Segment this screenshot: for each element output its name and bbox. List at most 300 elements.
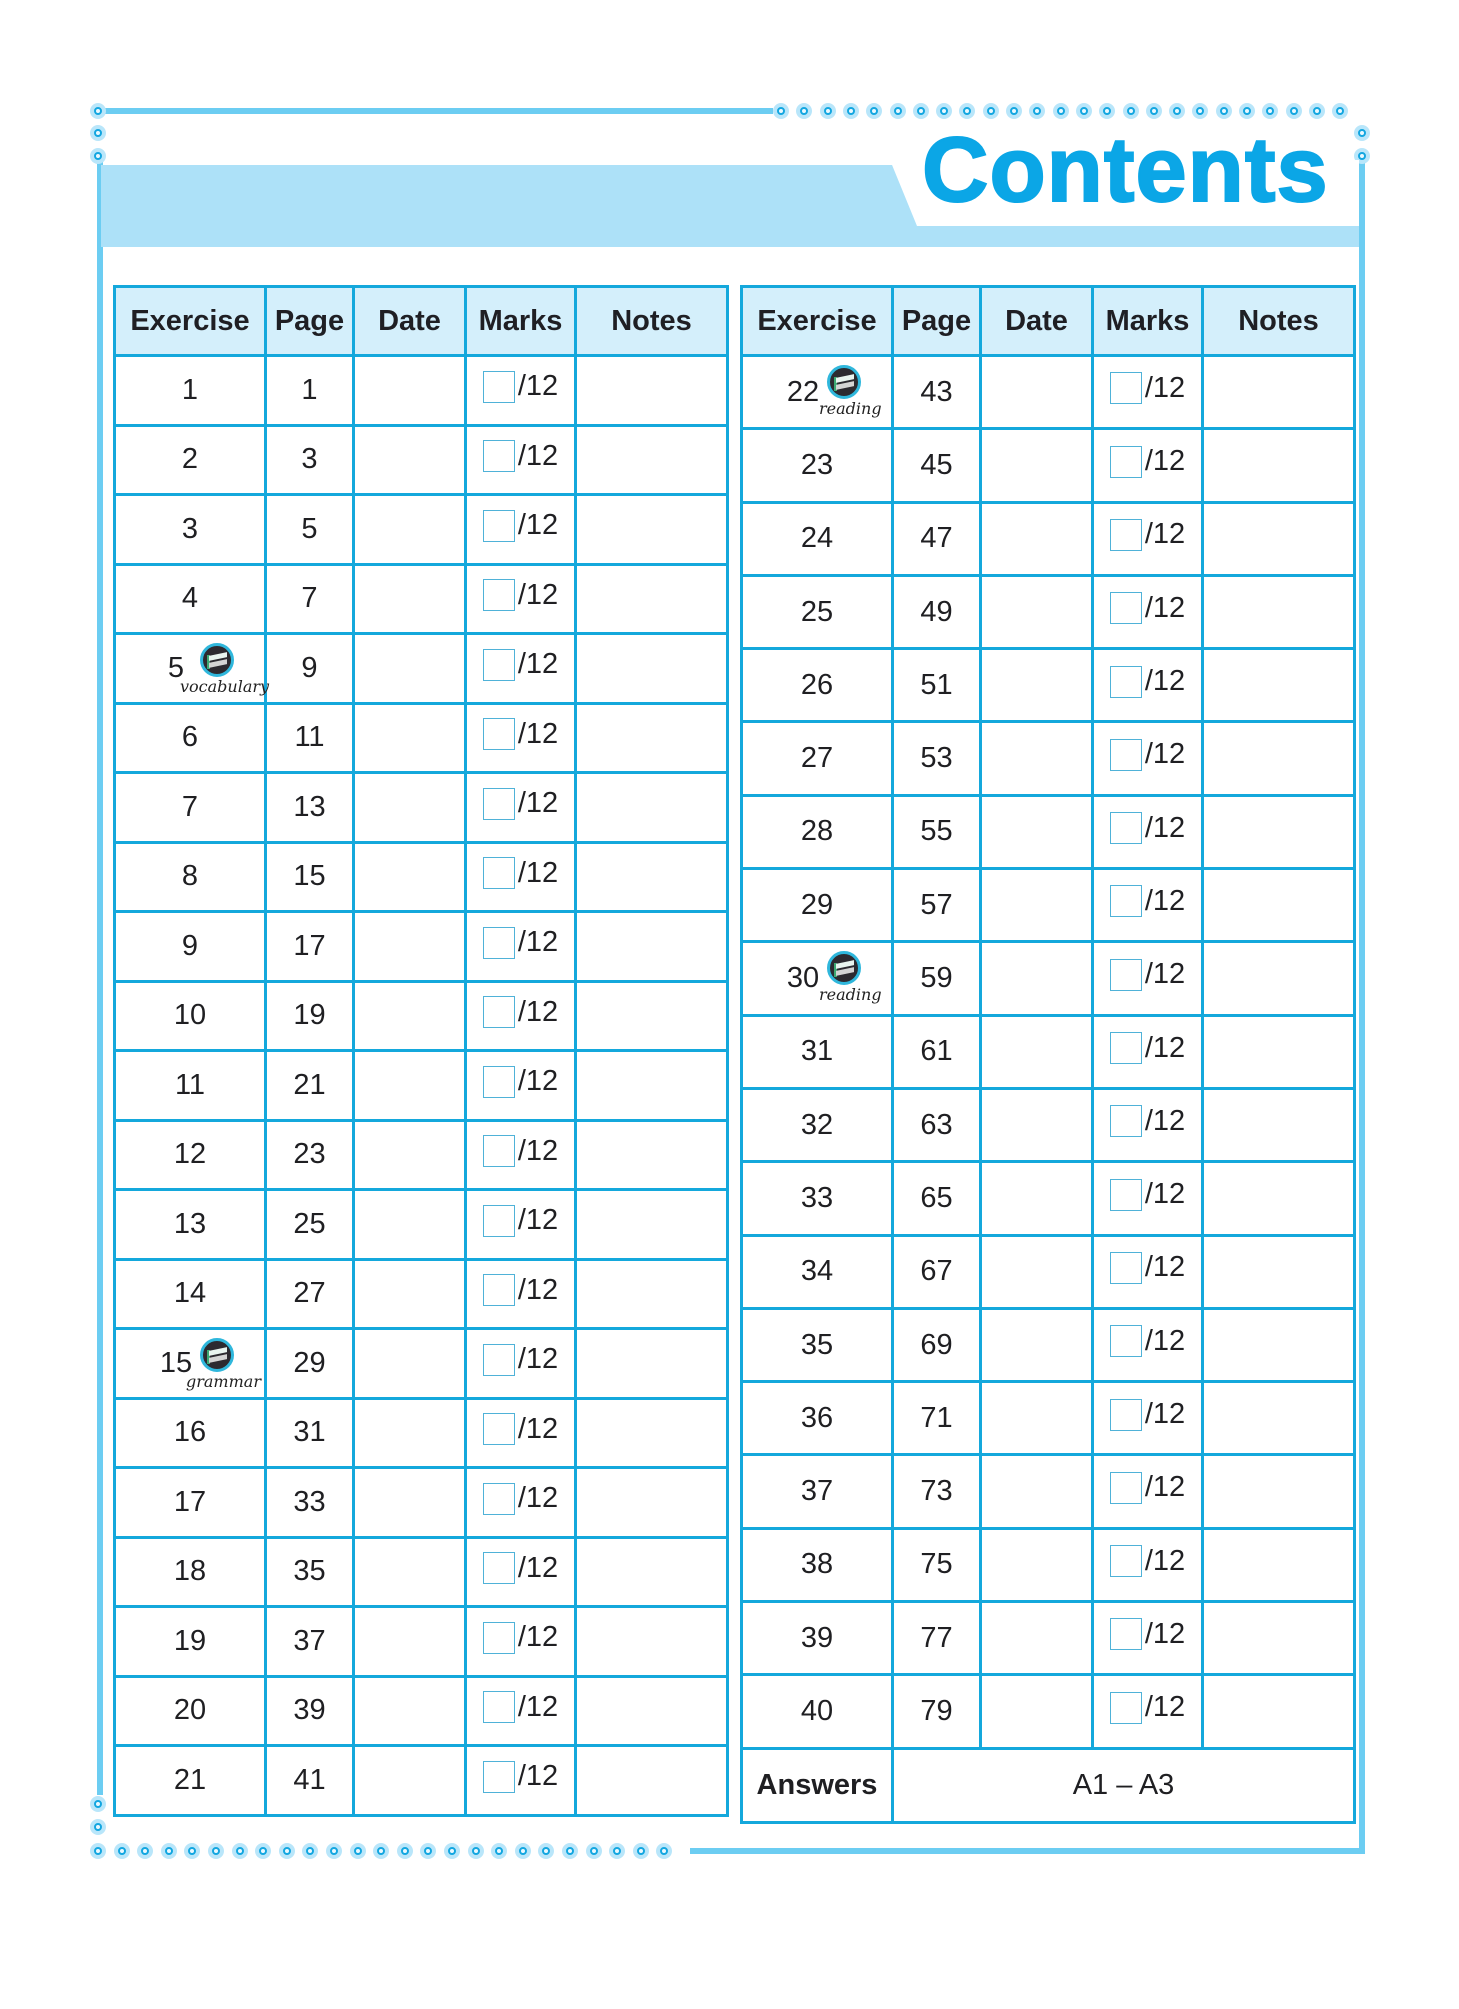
marks-input-box[interactable] xyxy=(1110,885,1142,917)
marks-total: /12 xyxy=(1144,665,1186,698)
page-cell: 75 xyxy=(893,1528,981,1601)
page-cell: 35 xyxy=(266,1537,354,1607)
col-header-marks: Marks xyxy=(466,287,576,356)
exercise-cell xyxy=(742,1088,893,1161)
notes-cell[interactable] xyxy=(1203,1015,1355,1088)
notes-cell[interactable] xyxy=(576,1120,728,1190)
notes-cell[interactable] xyxy=(1203,1308,1355,1381)
date-cell[interactable] xyxy=(981,1162,1093,1235)
marks-input-box[interactable] xyxy=(1110,812,1142,844)
exercise-cell xyxy=(115,1676,266,1746)
table-row xyxy=(742,1088,1355,1161)
page-cell: 73 xyxy=(893,1455,981,1528)
date-cell[interactable] xyxy=(981,1382,1093,1455)
marks-input-box[interactable] xyxy=(483,1622,515,1654)
exercise-cell xyxy=(742,1308,893,1381)
table-row xyxy=(115,842,728,912)
date-cell[interactable] xyxy=(354,1468,466,1538)
page-cell: 25 xyxy=(266,1190,354,1260)
page-cell: 59 xyxy=(893,942,981,1015)
exercise-number: 29 xyxy=(800,888,834,921)
date-cell[interactable] xyxy=(354,425,466,495)
border-dot xyxy=(161,1843,177,1859)
notes-cell[interactable] xyxy=(1203,722,1355,795)
border-dot xyxy=(1123,103,1139,119)
notes-cell[interactable] xyxy=(1203,1675,1355,1748)
table-row xyxy=(115,981,728,1051)
border-dot xyxy=(1169,103,1185,119)
page-cell: 29 xyxy=(266,1329,354,1399)
date-cell[interactable] xyxy=(981,1308,1093,1381)
marks-input-box[interactable] xyxy=(483,1135,515,1167)
border-dot xyxy=(90,125,106,141)
notes-cell[interactable] xyxy=(576,1259,728,1329)
marks-total: /12 xyxy=(517,995,559,1028)
marks-input-box[interactable] xyxy=(483,1344,515,1376)
exercise-number: 4 xyxy=(181,582,199,615)
marks-input-box[interactable] xyxy=(1110,1472,1142,1504)
date-cell[interactable] xyxy=(981,1602,1093,1675)
date-cell[interactable] xyxy=(354,912,466,982)
marks-cell xyxy=(1093,1382,1203,1455)
table-row xyxy=(115,1746,728,1816)
exercise-number: 14 xyxy=(173,1277,207,1310)
date-cell[interactable] xyxy=(354,1676,466,1746)
marks-cell xyxy=(466,703,576,773)
date-cell[interactable] xyxy=(354,842,466,912)
marks-input-box[interactable] xyxy=(1110,1105,1142,1137)
date-cell[interactable] xyxy=(354,773,466,843)
marks-cell xyxy=(466,1746,576,1816)
marks-total: /12 xyxy=(517,1065,559,1097)
exercise-number: 18 xyxy=(173,1555,207,1588)
page-cell: 9 xyxy=(266,634,354,704)
notes-cell[interactable] xyxy=(1203,1382,1355,1455)
marks-total: /12 xyxy=(1144,1104,1186,1137)
notes-cell[interactable] xyxy=(576,1398,728,1468)
marks-input-box[interactable] xyxy=(483,440,515,472)
exercise-cell xyxy=(115,425,266,495)
marks-cell xyxy=(466,842,576,912)
exercise-cell xyxy=(115,1120,266,1190)
marks-input-box[interactable] xyxy=(483,857,515,889)
page-cell: 69 xyxy=(893,1308,981,1381)
date-cell[interactable] xyxy=(354,1537,466,1607)
col-header-exercise: Exercise xyxy=(742,287,893,356)
date-cell[interactable] xyxy=(981,795,1093,868)
table-row xyxy=(742,502,1355,575)
exercise-number: 10 xyxy=(173,999,207,1032)
border-dot xyxy=(468,1843,484,1859)
table-row xyxy=(115,1607,728,1677)
notes-cell[interactable] xyxy=(576,495,728,565)
date-cell[interactable] xyxy=(354,634,466,704)
exercise-number: 23 xyxy=(800,448,834,481)
exercise-cell xyxy=(115,773,266,843)
answers-label: Answers xyxy=(742,1748,893,1822)
notes-cell[interactable] xyxy=(576,1329,728,1399)
exercise-number: 34 xyxy=(800,1255,834,1288)
page-cell: 41 xyxy=(266,1746,354,1816)
page-cell: 39 xyxy=(266,1676,354,1746)
marks-input-box[interactable] xyxy=(483,1483,515,1515)
date-cell[interactable] xyxy=(981,722,1093,795)
table-row xyxy=(115,1398,728,1468)
marks-cell xyxy=(466,634,576,704)
notes-cell[interactable] xyxy=(576,1746,728,1816)
marks-input-box[interactable] xyxy=(1110,1325,1142,1357)
notes-cell[interactable] xyxy=(576,703,728,773)
marks-input-box[interactable] xyxy=(483,1413,515,1445)
notes-cell[interactable] xyxy=(576,425,728,495)
exercise-number: 26 xyxy=(800,668,834,701)
marks-total: /12 xyxy=(1144,1178,1186,1211)
exercise-cell xyxy=(115,1468,266,1538)
table-row xyxy=(742,1015,1355,1088)
table-row xyxy=(742,575,1355,648)
notes-cell[interactable] xyxy=(1203,1088,1355,1161)
table-row xyxy=(742,1675,1355,1748)
table-row xyxy=(742,1162,1355,1235)
answers-pages: A1 – A3 xyxy=(893,1748,1355,1822)
notes-cell[interactable] xyxy=(1203,795,1355,868)
table-row xyxy=(115,1329,728,1399)
date-cell[interactable] xyxy=(981,502,1093,575)
marks-total: /12 xyxy=(517,1621,559,1653)
notes-cell[interactable] xyxy=(1203,1455,1355,1528)
date-cell[interactable] xyxy=(981,1015,1093,1088)
marks-cell xyxy=(1093,649,1203,722)
notes-cell[interactable] xyxy=(1203,575,1355,648)
page-cell: 55 xyxy=(893,795,981,868)
notes-cell[interactable] xyxy=(576,773,728,843)
border-dot xyxy=(137,1843,153,1859)
marks-cell xyxy=(1093,1015,1203,1088)
date-cell[interactable] xyxy=(354,1607,466,1677)
page-cell: 63 xyxy=(893,1088,981,1161)
date-cell[interactable] xyxy=(354,1190,466,1260)
page-cell: 5 xyxy=(266,495,354,565)
marks-cell xyxy=(1093,1088,1203,1161)
table-row xyxy=(742,942,1355,1015)
marks-total: /12 xyxy=(1144,518,1186,551)
marks-total: /12 xyxy=(517,717,559,750)
skill-label: reading xyxy=(819,399,882,418)
marks-input-box[interactable] xyxy=(1110,1252,1142,1284)
exercise-cell xyxy=(115,912,266,982)
marks-total: /12 xyxy=(1144,1544,1186,1577)
marks-cell xyxy=(466,1468,576,1538)
table-row xyxy=(115,564,728,634)
marks-input-box[interactable] xyxy=(1110,446,1142,478)
exercise-number: 7 xyxy=(181,790,199,823)
notes-cell[interactable] xyxy=(1203,502,1355,575)
date-cell[interactable] xyxy=(981,869,1093,942)
page-cell: 57 xyxy=(893,869,981,942)
marks-cell xyxy=(466,1607,576,1677)
page-cell: 27 xyxy=(266,1259,354,1329)
date-cell[interactable] xyxy=(354,703,466,773)
border-dot xyxy=(1146,103,1162,119)
notes-cell[interactable] xyxy=(576,1190,728,1260)
notes-cell[interactable] xyxy=(576,356,728,426)
table-row xyxy=(115,773,728,843)
marks-total: /12 xyxy=(1144,958,1186,991)
date-cell[interactable] xyxy=(981,1528,1093,1601)
marks-input-box[interactable] xyxy=(1110,1399,1142,1431)
notes-cell[interactable] xyxy=(576,842,728,912)
date-cell[interactable] xyxy=(981,575,1093,648)
exercise-cell xyxy=(115,1259,266,1329)
marks-input-box[interactable] xyxy=(483,371,515,403)
exercise-number: 40 xyxy=(800,1694,834,1727)
marks-total: /12 xyxy=(517,1412,559,1445)
marks-input-box[interactable] xyxy=(483,510,515,542)
exercise-number: 24 xyxy=(800,522,834,555)
marks-total: /12 xyxy=(517,1273,559,1306)
date-cell[interactable] xyxy=(354,564,466,634)
marks-total: /12 xyxy=(1144,1471,1186,1504)
table-row xyxy=(742,429,1355,502)
border-dot xyxy=(656,1843,672,1859)
marks-input-box[interactable] xyxy=(483,649,515,681)
border-dot xyxy=(983,103,999,119)
page-cell: 61 xyxy=(893,1015,981,1088)
date-cell[interactable] xyxy=(354,1746,466,1816)
border-dot xyxy=(538,1843,554,1859)
border-dot xyxy=(866,103,882,119)
exercise-cell xyxy=(115,1607,266,1677)
notes-cell[interactable] xyxy=(576,1676,728,1746)
border-dot xyxy=(420,1843,436,1859)
col-header-date: Date xyxy=(981,287,1093,356)
marks-total: /12 xyxy=(1144,591,1186,624)
border-dot xyxy=(773,103,789,119)
marks-cell xyxy=(1093,356,1203,429)
border-dot xyxy=(302,1843,318,1859)
table-row xyxy=(742,1308,1355,1381)
marks-total: /12 xyxy=(1144,1398,1186,1431)
date-cell[interactable] xyxy=(354,495,466,565)
page-cell: 77 xyxy=(893,1602,981,1675)
marks-input-box[interactable] xyxy=(483,1761,515,1793)
notes-cell[interactable] xyxy=(1203,649,1355,722)
border-dot xyxy=(515,1843,531,1859)
border-dot xyxy=(1216,103,1232,119)
marks-cell xyxy=(466,1051,576,1121)
table-row xyxy=(115,1190,728,1260)
notes-cell[interactable] xyxy=(1203,869,1355,942)
marks-input-box[interactable] xyxy=(1110,739,1142,771)
skill-label: grammar xyxy=(186,1372,261,1391)
marks-cell xyxy=(1093,1675,1203,1748)
frame-right-line xyxy=(1359,160,1365,1854)
col-header-page: Page xyxy=(893,287,981,356)
date-cell[interactable] xyxy=(981,1455,1093,1528)
border-dot xyxy=(90,1796,106,1812)
marks-total: /12 xyxy=(1144,445,1186,478)
marks-cell xyxy=(1093,1308,1203,1381)
exercise-cell xyxy=(115,495,266,565)
marks-input-box[interactable] xyxy=(483,1552,515,1584)
marks-total: /12 xyxy=(517,1551,559,1584)
exercise-cell xyxy=(742,1602,893,1675)
notes-cell[interactable] xyxy=(576,1468,728,1538)
border-dot xyxy=(1309,103,1325,119)
date-cell[interactable] xyxy=(354,1120,466,1190)
marks-input-box[interactable] xyxy=(1110,1179,1142,1211)
date-cell[interactable] xyxy=(981,429,1093,502)
notes-cell[interactable] xyxy=(1203,1602,1355,1675)
col-header-notes: Notes xyxy=(576,287,728,356)
border-dot xyxy=(279,1843,295,1859)
exercise-cell xyxy=(115,1398,266,1468)
page-cell: 79 xyxy=(893,1675,981,1748)
table-row xyxy=(742,1382,1355,1455)
header-row xyxy=(742,287,1355,356)
col-header-notes: Notes xyxy=(1203,287,1355,356)
marks-cell xyxy=(1093,1162,1203,1235)
date-cell[interactable] xyxy=(354,1259,466,1329)
page-cell: 49 xyxy=(893,575,981,648)
marks-input-box[interactable] xyxy=(483,1205,515,1237)
notes-cell[interactable] xyxy=(576,912,728,982)
page-cell: 33 xyxy=(266,1468,354,1538)
border-dot xyxy=(796,103,812,119)
exercise-number: 12 xyxy=(173,1138,207,1171)
notes-cell[interactable] xyxy=(1203,942,1355,1015)
page-cell: 13 xyxy=(266,773,354,843)
border-dot xyxy=(633,1843,649,1859)
exercise-number: 16 xyxy=(173,1416,207,1449)
marks-input-box[interactable] xyxy=(483,1274,515,1306)
table-row xyxy=(115,1468,728,1538)
border-dot xyxy=(1286,103,1302,119)
page-cell: 67 xyxy=(893,1235,981,1308)
col-header-date: Date xyxy=(354,287,466,356)
exercise-number: 15 xyxy=(159,1346,193,1379)
notes-cell[interactable] xyxy=(576,1607,728,1677)
page-cell: 21 xyxy=(266,1051,354,1121)
marks-input-box[interactable] xyxy=(483,1066,515,1098)
marks-input-box[interactable] xyxy=(1110,1545,1142,1577)
border-dot xyxy=(562,1843,578,1859)
exercise-number: 31 xyxy=(800,1035,834,1068)
notes-cell[interactable] xyxy=(1203,1528,1355,1601)
exercise-number: 37 xyxy=(800,1475,834,1508)
date-cell[interactable] xyxy=(354,356,466,426)
date-cell[interactable] xyxy=(354,1051,466,1121)
marks-cell xyxy=(466,356,576,426)
notes-cell[interactable] xyxy=(1203,1235,1355,1308)
marks-input-box[interactable] xyxy=(483,788,515,820)
marks-total: /12 xyxy=(517,926,559,958)
marks-input-box[interactable] xyxy=(1110,519,1142,551)
marks-total: /12 xyxy=(517,578,559,611)
notes-cell[interactable] xyxy=(1203,356,1355,429)
table-row xyxy=(115,1676,728,1746)
exercise-number: 11 xyxy=(174,1068,206,1101)
notes-cell[interactable] xyxy=(576,981,728,1051)
marks-input-box[interactable] xyxy=(1110,666,1142,698)
exercise-cell xyxy=(742,1675,893,1748)
page-cell: 17 xyxy=(266,912,354,982)
exercise-cell xyxy=(742,1382,893,1455)
contents-table-right xyxy=(740,285,1356,1824)
marks-input-box[interactable] xyxy=(1110,372,1142,404)
header-row xyxy=(115,287,728,356)
exercise-cell xyxy=(742,942,893,1015)
marks-cell xyxy=(466,1120,576,1190)
date-cell[interactable] xyxy=(981,1675,1093,1748)
marks-cell xyxy=(1093,942,1203,1015)
page-cell: 11 xyxy=(266,703,354,773)
notes-cell[interactable] xyxy=(1203,429,1355,502)
exercise-cell xyxy=(115,634,270,704)
col-header-exercise: Exercise xyxy=(115,287,266,356)
marks-input-box[interactable] xyxy=(483,579,515,611)
marks-cell xyxy=(466,564,576,634)
exercise-number: 9 xyxy=(181,929,199,962)
marks-input-box[interactable] xyxy=(1110,1692,1142,1724)
date-cell[interactable] xyxy=(981,649,1093,722)
exercise-cell xyxy=(742,1015,893,1088)
exercise-number: 19 xyxy=(173,1624,207,1657)
marks-cell xyxy=(1093,429,1203,502)
exercise-number: 30 xyxy=(786,962,820,995)
marks-cell xyxy=(466,1537,576,1607)
exercise-number: 2 xyxy=(181,443,199,476)
notes-cell[interactable] xyxy=(576,564,728,634)
page-cell: 45 xyxy=(893,429,981,502)
page-title: Contents xyxy=(922,119,1329,221)
marks-input-box[interactable] xyxy=(483,927,515,959)
marks-total: /12 xyxy=(517,1134,559,1167)
date-cell[interactable] xyxy=(981,1235,1093,1308)
exercise-number: 27 xyxy=(800,742,834,775)
marks-input-box[interactable] xyxy=(1110,592,1142,624)
marks-cell xyxy=(1093,722,1203,795)
border-dot xyxy=(1053,103,1069,119)
marks-input-box[interactable] xyxy=(1110,1618,1142,1650)
marks-input-box[interactable] xyxy=(1110,959,1142,991)
date-cell[interactable] xyxy=(981,942,1093,1015)
exercise-number: 22 xyxy=(786,375,820,408)
exercise-cell xyxy=(115,981,266,1051)
notes-cell[interactable] xyxy=(576,1537,728,1607)
notes-cell[interactable] xyxy=(576,634,728,704)
notes-cell[interactable] xyxy=(1203,1162,1355,1235)
page-cell: 37 xyxy=(266,1607,354,1677)
date-cell[interactable] xyxy=(981,1088,1093,1161)
date-cell[interactable] xyxy=(354,1398,466,1468)
date-cell[interactable] xyxy=(354,1329,466,1399)
date-cell[interactable] xyxy=(354,981,466,1051)
date-cell[interactable] xyxy=(981,356,1093,429)
table-row xyxy=(115,703,728,773)
marks-input-box[interactable] xyxy=(1110,1032,1142,1064)
exercise-cell xyxy=(115,1051,266,1121)
notes-cell[interactable] xyxy=(576,1051,728,1121)
exercise-number: 38 xyxy=(800,1548,834,1581)
marks-input-box[interactable] xyxy=(483,1691,515,1723)
marks-input-box[interactable] xyxy=(483,718,515,750)
page-cell: 43 xyxy=(893,356,981,429)
border-dot xyxy=(350,1843,366,1859)
exercise-cell xyxy=(115,1537,266,1607)
marks-input-box[interactable] xyxy=(483,996,515,1028)
border-dot xyxy=(491,1843,507,1859)
